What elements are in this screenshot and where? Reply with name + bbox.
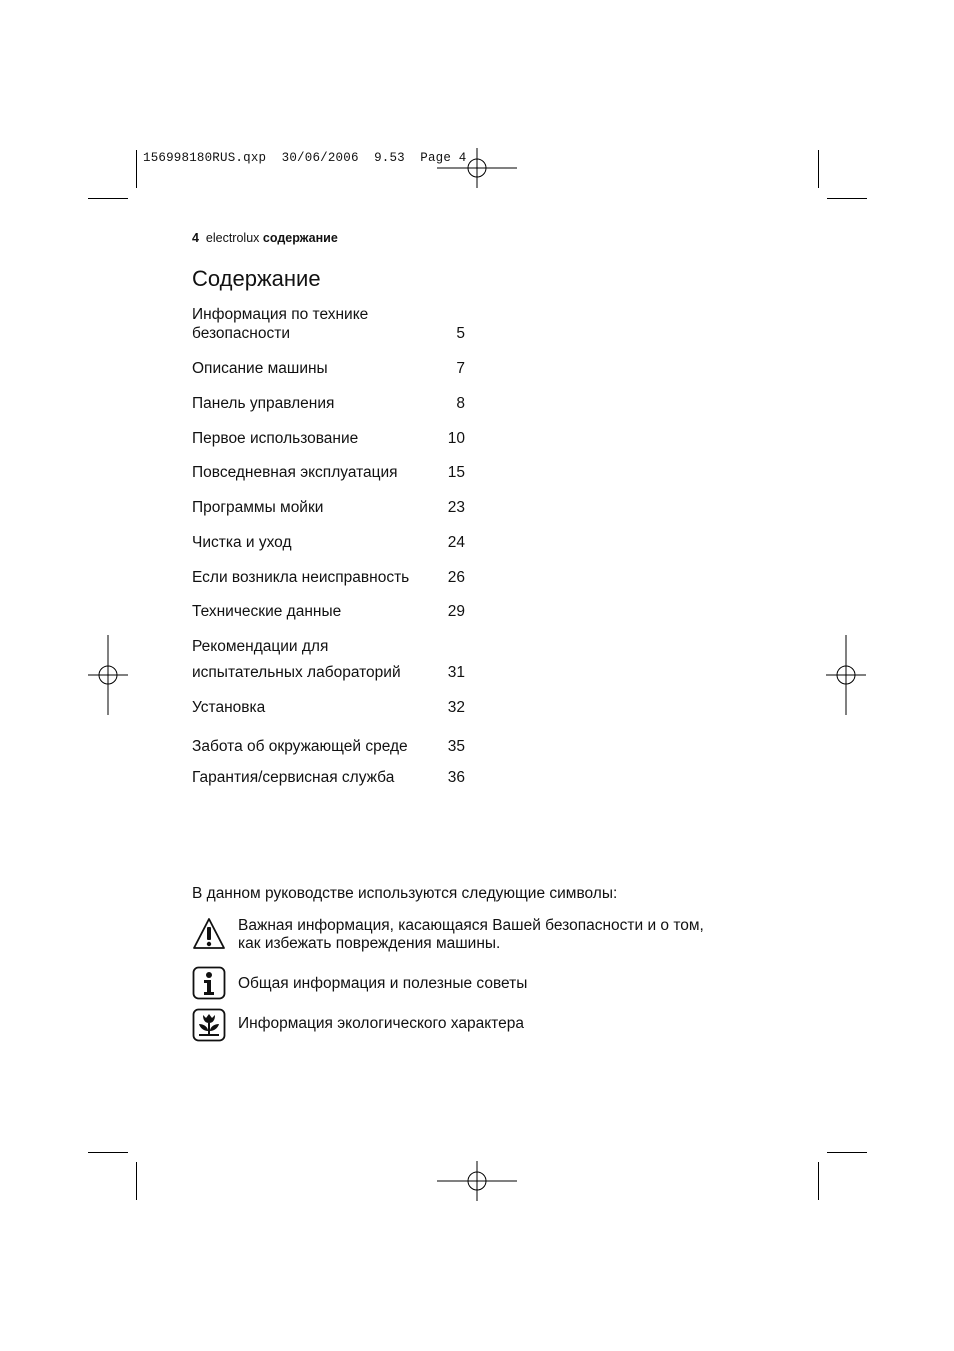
symbols-intro: В данном руководстве используются следующие символы: xyxy=(192,885,618,902)
warning-triangle-icon xyxy=(192,917,226,951)
toc-label: Установка xyxy=(192,699,266,716)
toc-label: Чистка и уход xyxy=(192,534,292,551)
brand-name: electrolux xyxy=(205,231,260,245)
toc-page-number: 32 xyxy=(447,699,465,716)
eco-flower-icon xyxy=(192,1008,226,1042)
toc-label: Панель управления xyxy=(192,395,335,412)
toc-label: Повседневная эксплуатация xyxy=(192,464,398,481)
toc-page-number: 36 xyxy=(447,769,465,786)
registration-mark-left xyxy=(88,635,128,715)
section-name: содержание xyxy=(262,231,338,245)
legend-text-eco: Информация экологического характера xyxy=(238,1015,524,1032)
slug-time: 9.53 xyxy=(374,151,405,165)
toc-label-continued: испытательных лабораторий xyxy=(192,664,401,681)
toc-label: Программы мойки xyxy=(192,499,324,516)
toc-page-number: 7 xyxy=(456,360,465,377)
running-head xyxy=(192,231,338,245)
toc-label: Если возникла неисправность xyxy=(192,569,410,586)
toc-label: Гарантия/сервисная служба xyxy=(192,769,395,786)
toc-label: Первое использование xyxy=(192,430,359,447)
page-title: Содержание xyxy=(192,266,321,291)
slug-date: 30/06/2006 xyxy=(281,151,359,165)
info-icon xyxy=(192,966,226,1000)
toc-label: Описание машины xyxy=(192,360,328,377)
registration-mark-right xyxy=(826,635,866,715)
toc-page-number: 5 xyxy=(456,325,465,342)
toc-page-number: 35 xyxy=(447,738,465,755)
legend-text-safety: Важная информация, касающаяся Вашей безопасности и о том, xyxy=(238,917,704,934)
toc-page-number: 15 xyxy=(447,464,465,481)
toc-page-number: 31 xyxy=(447,664,465,681)
toc-page-number: 10 xyxy=(447,430,465,447)
slug-page: Page 4 xyxy=(420,151,467,165)
legend-text-safety-continued: как избежать повреждения машины. xyxy=(238,935,501,952)
toc-label: Информация по технике xyxy=(192,306,369,323)
toc-page-number: 23 xyxy=(447,499,465,516)
registration-mark-bottom xyxy=(437,1161,517,1201)
toc-page-number: 29 xyxy=(447,603,465,620)
toc-label-continued: безопасности xyxy=(192,325,290,342)
slug-file: 156998180RUS.qxp xyxy=(143,151,267,165)
toc-page-number: 24 xyxy=(447,534,465,551)
toc-label: Технические данные xyxy=(192,603,342,620)
legend-text-info: Общая информация и полезные советы xyxy=(238,975,528,992)
toc-label: Рекомендации для xyxy=(192,638,329,655)
toc-page-number: 8 xyxy=(456,395,465,412)
toc-page-number: 26 xyxy=(447,569,465,586)
page-number: 4 xyxy=(192,231,199,245)
toc-label: Забота об окружающей среде xyxy=(192,738,408,755)
printer-slug xyxy=(143,151,467,165)
